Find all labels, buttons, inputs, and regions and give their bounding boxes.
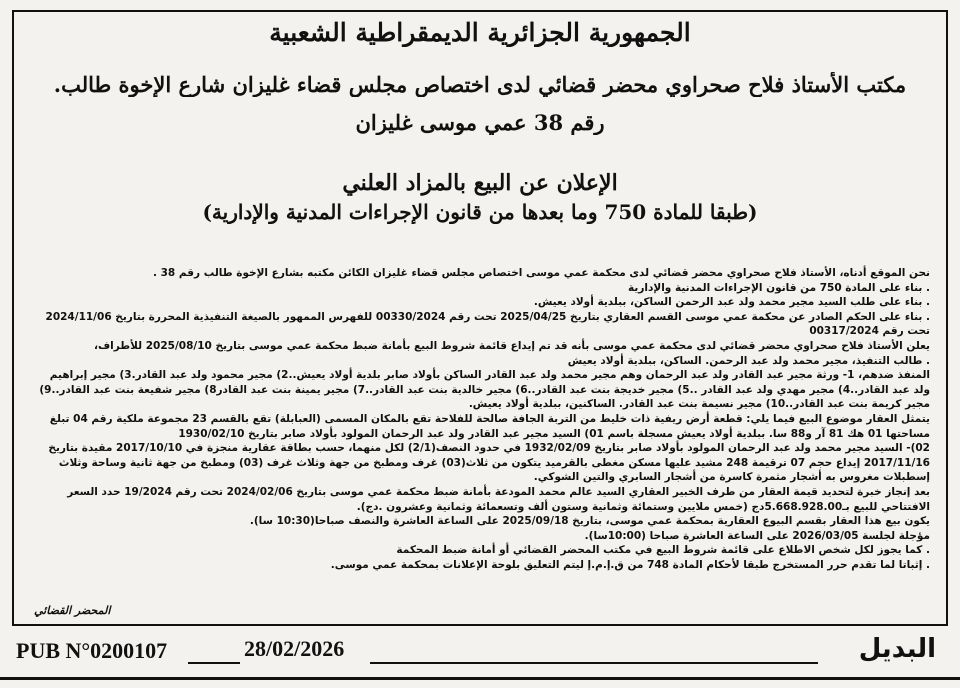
paragraph: . بناء على طلب السيد مجير محمد ولد عبد الرحمن الساكن، ببلدية أولاد يعيش. bbox=[533, 296, 930, 309]
republic-heading: الجمهورية الجزائرية الديمقراطية الشعبية bbox=[269, 18, 691, 47]
paragraph: . طالب التنفيذ، مجير محمد ولد عبد الرحمن. الساكن، ببلدية أولاد يعيش bbox=[567, 354, 930, 367]
notice-subtitle: (طبقا للمادة 750 وما بعدها من قانون الإجراءات المدنية والإدارية) bbox=[202, 200, 758, 224]
signer-label: المحضر القضائي bbox=[34, 604, 111, 617]
notice-body bbox=[34, 266, 930, 572]
bottom-rule bbox=[0, 677, 960, 680]
paragraph: . بناء على الحكم الصادر عن محكمة عمي موسى القسم العقاري بتاريخ 2025/04/25 تحت رقم 00330/2024 للفهرس الممهور بالصيغة التنفيذية المحررة بتاريخ 2024/11/06 تحت رقم 00317/2024 bbox=[45, 310, 930, 338]
address-heading: رقم 38 عمي موسى غليزان bbox=[355, 110, 605, 135]
newspaper-logo: البديل bbox=[858, 634, 936, 664]
footer bbox=[0, 630, 960, 670]
paragraph: 02)- السيد مجير محمد ولد عبد الرحمان المولود بأولاد صابر بتاريخ 1932/02/09 في حدود النصف(2/1) لكل منهما، حسب بطاقة عقارية منجزة في 2017/10/10 مقيدة بتاريخ 2017/11/16 إيداع حجم 07 ترقيمة 248 مشيد عليها مسكن مغطى بالقرميد يتكون من ثلاث(03) غرف ومطبخ من جهة وثلاث غرف (03) ومطبخ من جهة ثانية وساحة وثلاث إسطبلات مغروس به أشجار مثمرة كاسرة من أشجار السابري والتين الشوكي. bbox=[48, 442, 930, 484]
paragraph: . إثباتا لما تقدم حرر المستخرج طبقا لأحكام المادة 748 من ق.إ.م.إ ليتم التعليق بلوحة الإعلانات بمحكمة عمي موسى. bbox=[330, 558, 930, 571]
paragraph: . بناء على المادة 750 من قانون الإجراءات المدنية والإدارية bbox=[628, 281, 930, 294]
divider-line bbox=[370, 662, 818, 664]
paragraph: مؤجلة لجلسة 2026/03/05 على الساعة العاشرة صباحا (10:00سا). bbox=[584, 529, 930, 542]
pub-number: PUB N°0200107 bbox=[16, 638, 168, 663]
paragraph: . كما يجوز لكل شخص الاطلاع على قائمة شروط البيع في مكتب المحضر القضائي أو أمانة ضبط المحكمة bbox=[396, 544, 930, 557]
paragraph: نحن الموقع أدناه، الأستاذ فلاح صحراوي محضر قضائي لدى محكمة عمي موسى اختصاص مجلس قضاء غليزان الكائن مكتبه بشارع الإخوة طالب رقم 38 . bbox=[152, 267, 930, 279]
paragraph: المنفذ ضدهم، 1- ورثة مجير عبد القادر ولد عبد الرحمان وهم مجير محمد ولد عبد القادر الساكن بأولاد صابر بلدية أولاد يعيش..2) مجير محمود ولد عبد القادر.3) مجير إبراهيم ولد عبد القادر..4) مجير مهدي ولد عبد القادر ..5) مجير خديجة بنت عبد القادر..6) مجير خالدية بنت عبد القادر..7) مجير يمينة بنت عبد القادر8) مجير شفيعة بنت عبد القادر..9) مجير كريمة بنت عبد القادر..10) مجير نسيمة بنت عبد القادر. الساكنين، ببلدية أولاد يعيش. bbox=[39, 369, 930, 411]
paragraph: بعد إنجاز خبرة لتحديد قيمة العقار من طرف الخبير العقاري السيد عالم محمد المودعة بأمانة ضبط محكمة عمي موسى بتاريخ 2024/02/06 تحت رقم 19/2024 حدد السعر الافتتاحي للبيع بـ5.668.928.00دج (خمس ملايين وستمائة وثمانية وستون ألف وتسعمائة وثمانية وعشرون .دج). bbox=[67, 485, 930, 513]
office-heading: مكتب الأستاذ فلاح صحراوي محضر قضائي لدى اختصاص مجلس قضاء غليزان شارع الإخوة طالب. bbox=[53, 72, 907, 97]
notice-title: الإعلان عن البيع بالمزاد العلني bbox=[342, 170, 618, 196]
publication-date: 28/02/2026 bbox=[244, 636, 345, 661]
paragraph: يعلن الأستاذ فلاح صحراوي محضر قضائي لدى محكمة عمي موسى بأنه قد تم إيداع قائمة شروط البيع بأمانة ضبط محكمة عمي موسى بتاريخ 2025/08/10 للأطراف، bbox=[93, 339, 930, 352]
divider-line bbox=[188, 662, 240, 664]
paragraph: يكون بيع هذا العقار بقسم البيوع العقارية بمحكمة عمي موسى، بتاريخ 2025/09/18 على الساعة العاشرة والنصف صباحا(10:30 سا). bbox=[249, 515, 930, 528]
paragraph: يتمثل العقار موضوع البيع فيما يلي: قطعة أرض ريفية ذات خليط من التربة الجافة صالحة للفلاحة تقع بالمكان المسمى (العبابلة) تقع بالقسم 23 مجموعة ملكية رقم 04 تبلغ مساحتها 01 هك 81 آر و88 سا. ببلدية أولاد يعيش مسجلة باسم 01) السيد مجير عبد القادر ولد عبد الرحمان المولود بأولاد صابر بتاريخ 1930/02/10 bbox=[49, 412, 930, 440]
